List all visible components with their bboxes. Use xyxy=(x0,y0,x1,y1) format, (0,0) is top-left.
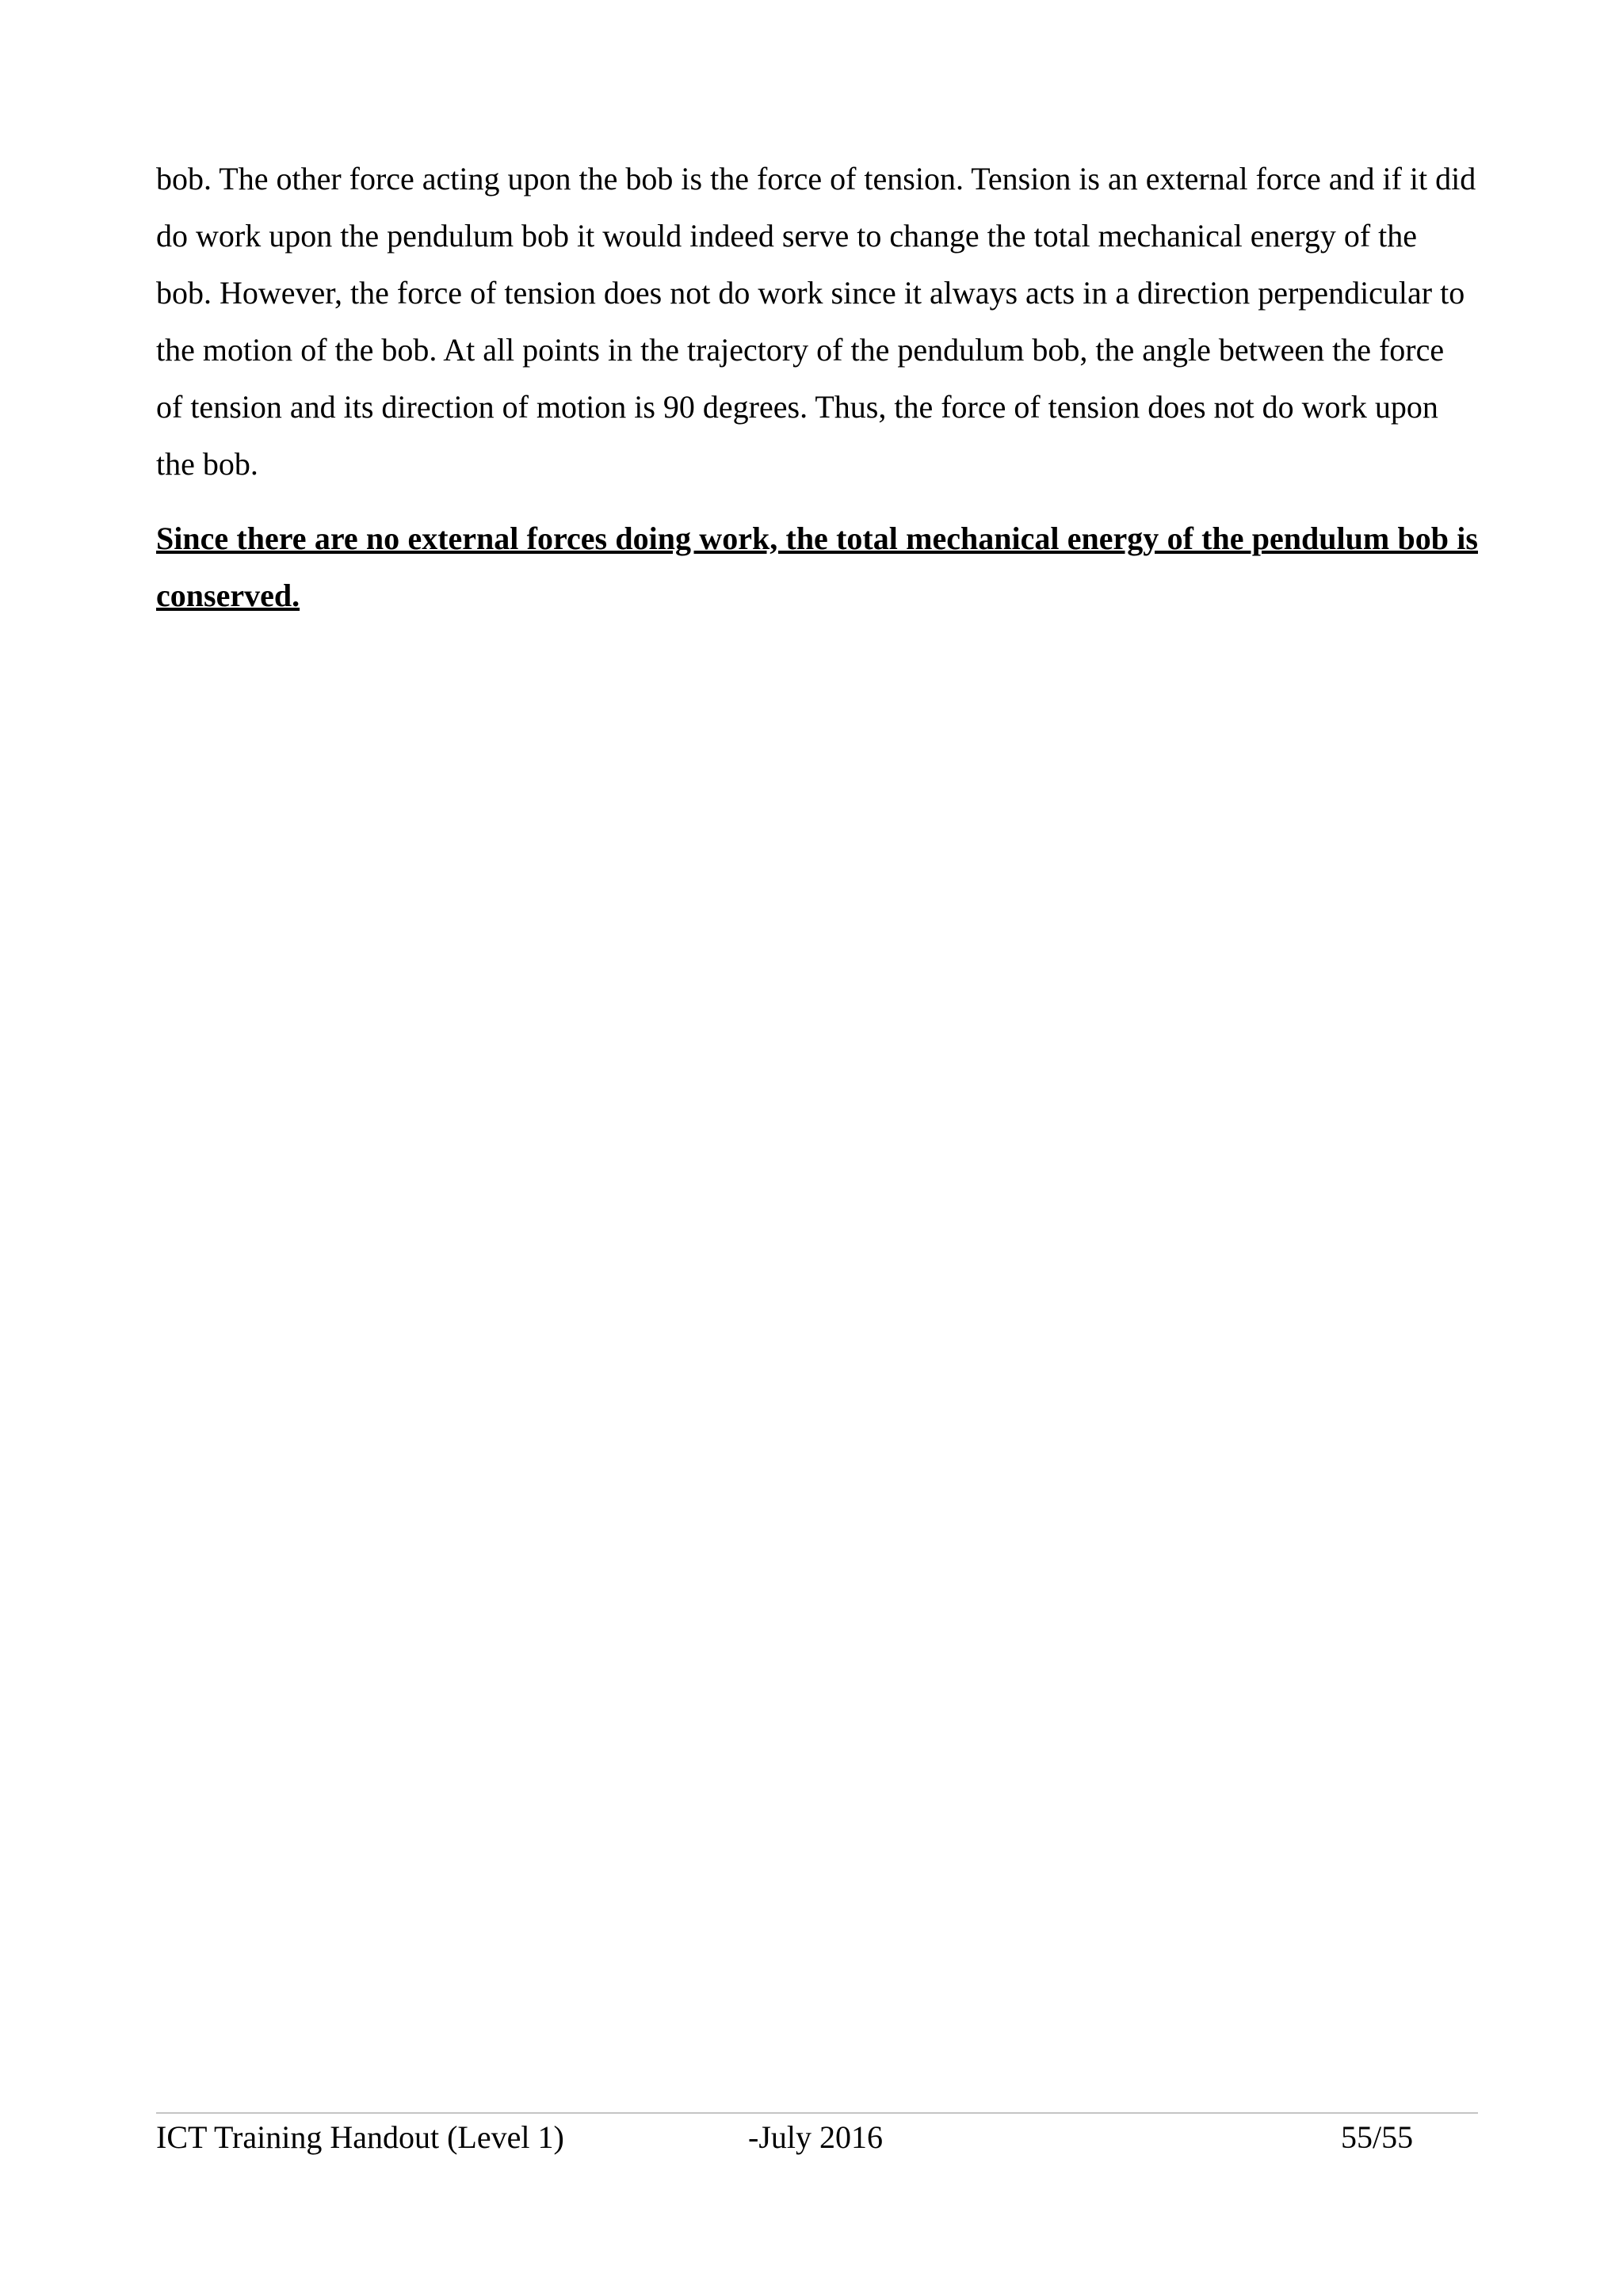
footer-title: ICT Training Handout (Level 1) xyxy=(156,2119,564,2155)
body-paragraph: bob. The other force acting upon the bob is the force of tension. Tension is an external force and if it did do work upon the pendulum bob it would indeed serve to change the total mechanical energy of the bob. However, the force of tension does not do work since it always acts in a direction perpendicular to the motion of the bob. At all points in the trajectory of the pendulum bob, the angle between the force of tension and its direction of motion is 90 degrees. Thus, the force of tension does not do work upon the bob. xyxy=(156,161,1476,482)
conclusion-paragraph: Since there are no external forces doing work, the total mechanical energy of the pendulum bob is conserved. xyxy=(156,521,1478,613)
footer-page-number: 55/55 xyxy=(1341,2119,1414,2155)
footer-date: -July 2016 xyxy=(748,2119,883,2155)
footer-divider xyxy=(156,2112,1478,2114)
body-text xyxy=(156,151,1478,624)
